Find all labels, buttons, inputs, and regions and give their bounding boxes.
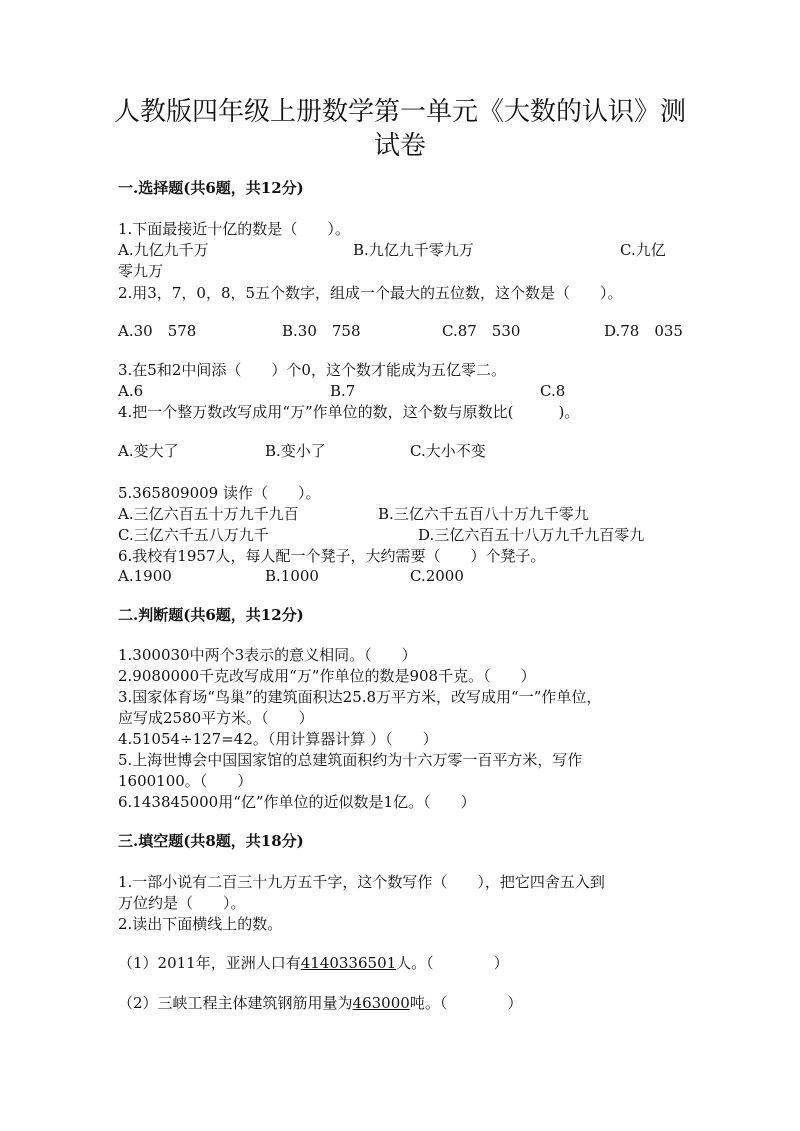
question-line: 2.读出下面横线上的数。 <box>118 915 283 933</box>
sub-question-text: （2）三峡工程主体建筑钢筋用量为 <box>118 994 353 1012</box>
option-c: C.九亿 <box>620 241 666 259</box>
option-b: B.1000 <box>265 567 319 585</box>
option-c: C.2000 <box>410 567 464 585</box>
option-b: B.九亿九千零九万 <box>353 241 474 259</box>
question-stem: 3.在5和2中间添（ ）个0，这个数才能成为五亿零二。 <box>118 361 506 379</box>
question-line: 4.51054÷127=42。（用计算器计算 ）（ ） <box>118 730 438 748</box>
sub-question-blank: 吨。（ ） <box>409 994 523 1012</box>
option-d: D.三亿六百五十八万九千九百零九 <box>418 526 645 544</box>
question-line: 2.9080000千克改写成用“万”作单位的数是908千克。（ ） <box>118 667 536 685</box>
option-a: A.1900 <box>118 567 172 585</box>
question-line: 3.国家体育场“鸟巢”的建筑面积达25.8万平方米，改写成用“一”作单位， <box>118 688 602 706</box>
sub-question-blank: 人。（ ） <box>396 954 509 972</box>
underlined-number: 463000 <box>352 994 410 1012</box>
question-line-continued: 应写成2580平方米。（ ） <box>118 709 314 727</box>
question-line: 5.上海世博会中国国家馆的总建筑面积约为十六万零一百平方米，写作 <box>118 751 583 769</box>
question-line-continued: 万位约是（ ）。 <box>118 894 246 912</box>
question-stem: 4.把一个整万数改写成用“万”作单位的数，这个数与原数比( )。 <box>118 403 580 421</box>
option-c-continued: 零九万 <box>118 262 164 280</box>
sub-question <box>118 993 522 1013</box>
option-d: D.78 035 <box>604 322 683 340</box>
question-line-continued: 1600100。（ ） <box>118 772 253 790</box>
question-line: 1.300030中两个3表示的意义相同。（ ） <box>118 646 417 664</box>
page-title: 人教版四年级上册数学第一单元《大数的认识》测 <box>113 97 686 127</box>
option-c: C.三亿六千五八万九千 <box>118 526 269 544</box>
sub-question-text: （1）2011年，亚洲人口有 <box>118 954 301 972</box>
page-title-continued: 试卷 <box>373 131 426 161</box>
option-b: B.三亿六千五百八十万九千零九 <box>378 505 589 523</box>
option-b: B.变小了 <box>265 442 326 460</box>
section-heading-choice: 一.选择题(共6题，共12分) <box>118 179 304 197</box>
section-heading-fill: 三.填空题(共8题，共18分) <box>118 832 304 850</box>
underlined-number: 4140336501 <box>300 954 397 972</box>
question-stem: 6.我校有1957人，每人配一个凳子，大约需要（ ）个凳子。 <box>118 547 546 565</box>
option-b: B.30 758 <box>282 322 361 340</box>
option-a: A.30 578 <box>118 322 197 340</box>
option-b: B.7 <box>330 382 356 400</box>
option-c: C.87 530 <box>442 322 521 340</box>
option-a: A.九亿九千万 <box>118 241 209 259</box>
question-stem: 1.下面最接近十亿的数是（ ）。 <box>118 220 350 238</box>
option-c: C.8 <box>540 382 566 400</box>
question-stem: 5.365809009 读作（ ）。 <box>118 484 321 502</box>
option-c: C.大小不变 <box>410 442 486 460</box>
question-line: 6.143845000用“亿”作单位的近似数是1亿。（ ） <box>118 793 476 811</box>
sub-question <box>118 953 509 973</box>
question-line: 1.一部小说有二百三十九万五千字，这个数写作（ ），把它四舍五入到 <box>118 873 605 891</box>
option-a: A.三亿六百五十万九千九百 <box>118 505 299 523</box>
option-a: A.变大了 <box>118 442 179 460</box>
option-a: A.6 <box>118 382 144 400</box>
question-stem: 2.用3，7，0，8，5五个数字，组成一个最大的五位数，这个数是（ ）。 <box>118 284 623 302</box>
section-heading-judge: 二.判断题(共6题，共12分) <box>118 606 304 624</box>
